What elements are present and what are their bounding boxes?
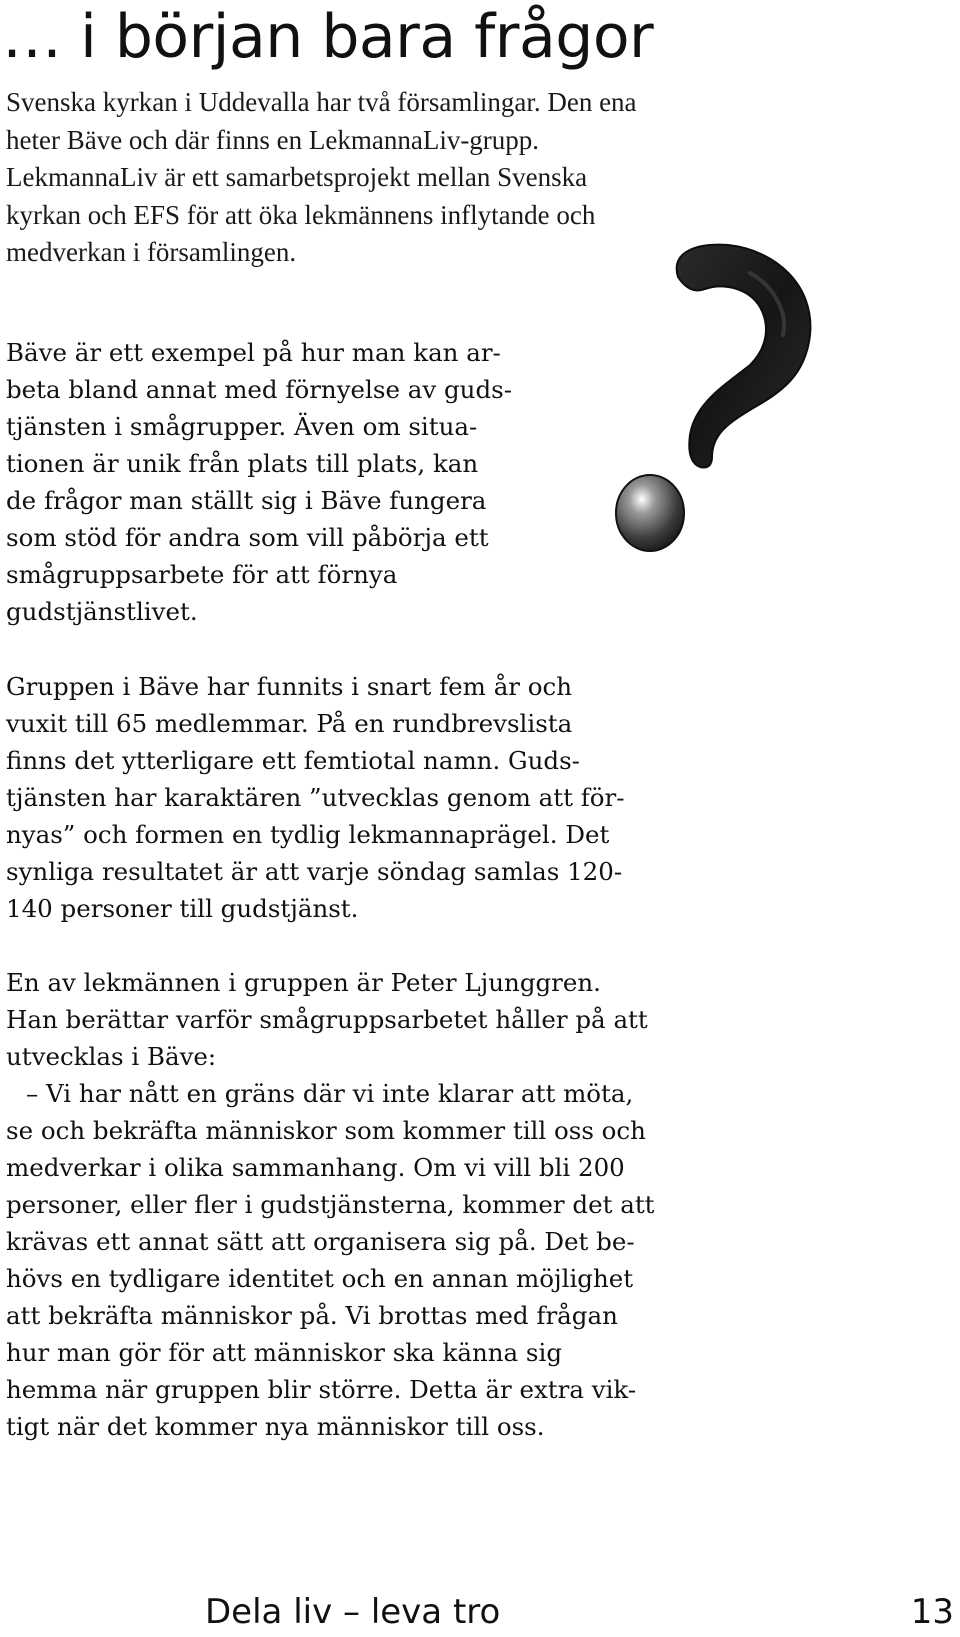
text-line: nyas” och formen en tydlig lekmannaprägel. Det [6,820,610,849]
text-line: Gruppen i Bäve har funnits i snart fem år och [6,672,573,701]
text-line: se och bekräfta människor som kommer till oss och [6,1116,646,1145]
text-line: beta bland annat med förnyelse av guds- [6,375,512,404]
text-line: tigt när det kommer nya människor till oss. [6,1412,545,1441]
question-mark-icon [600,195,850,585]
page-number: 13 [910,1592,954,1632]
text-line: – Vi har nått en gräns där vi inte klarar att möta, [26,1079,634,1108]
text-line: tjänsten i smågrupper. Även om situa- [6,412,478,441]
text-line: utvecklas i Bäve: [6,1042,217,1071]
page-heading: … i början bara frågor [2,2,654,72]
text-line: tionen är unik från plats till plats, kan [6,449,479,478]
paragraph-bave-example [6,334,512,630]
text-line: hemma när gruppen blir större. Detta är extra vik- [6,1375,637,1404]
text-line: gudstjänstlivet. [6,597,198,626]
text-line: Han berättar varför smågruppsarbetet håller på att [6,1005,648,1034]
footer-publication-title: Dela liv – leva tro [205,1592,501,1632]
text-line: Bäve är ett exempel på hur man kan ar- [6,338,501,367]
text-line: de frågor man ställt sig i Bäve fungera [6,486,487,515]
text-line: personer, eller fler i gudstjänsterna, kommer det att [6,1190,655,1219]
text-line: att bekräfta människor på. Vi brottas med frågan [6,1301,618,1330]
text-line: vuxit till 65 medlemmar. På en rundbrevslista [6,709,573,738]
intro-paragraph: Svenska kyrkan i Uddevalla har två församlingar. Den ena heter Bäve och där finns en LekmannaLiv-grupp. LekmannaLiv är ett samarbetsprojekt mellan Svenska kyrkan och EFS för att öka lekmännens inflytande och medverkan i församlingen. [6,87,637,267]
text-line: medverkar i olika sammanhang. Om vi vill bli 200 [6,1153,625,1182]
text-line: krävas ett annat sätt att organisera sig på. Det be- [6,1227,635,1256]
text-line: 140 personer till gudstjänst. [6,894,359,923]
paragraph-group-history [6,668,625,927]
text-line: som stöd för andra som vill påbörja ett [6,523,489,552]
text-line: hövs en tydligare identitet och en annan möjlighet [6,1264,634,1293]
text-line: tjänsten har karaktären ”utvecklas genom att för- [6,783,625,812]
text-line: smågruppsarbete för att förnya [6,560,398,589]
text-line: En av lekmännen i gruppen är Peter Ljunggren. [6,968,601,997]
text-line: hur man gör för att människor ska känna sig [6,1338,563,1367]
text-line: finns det ytterligare ett femtiotal namn. Guds- [6,746,580,775]
text-line: synliga resultatet är att varje söndag samlas 120- [6,857,623,886]
paragraph-interview [6,964,655,1445]
